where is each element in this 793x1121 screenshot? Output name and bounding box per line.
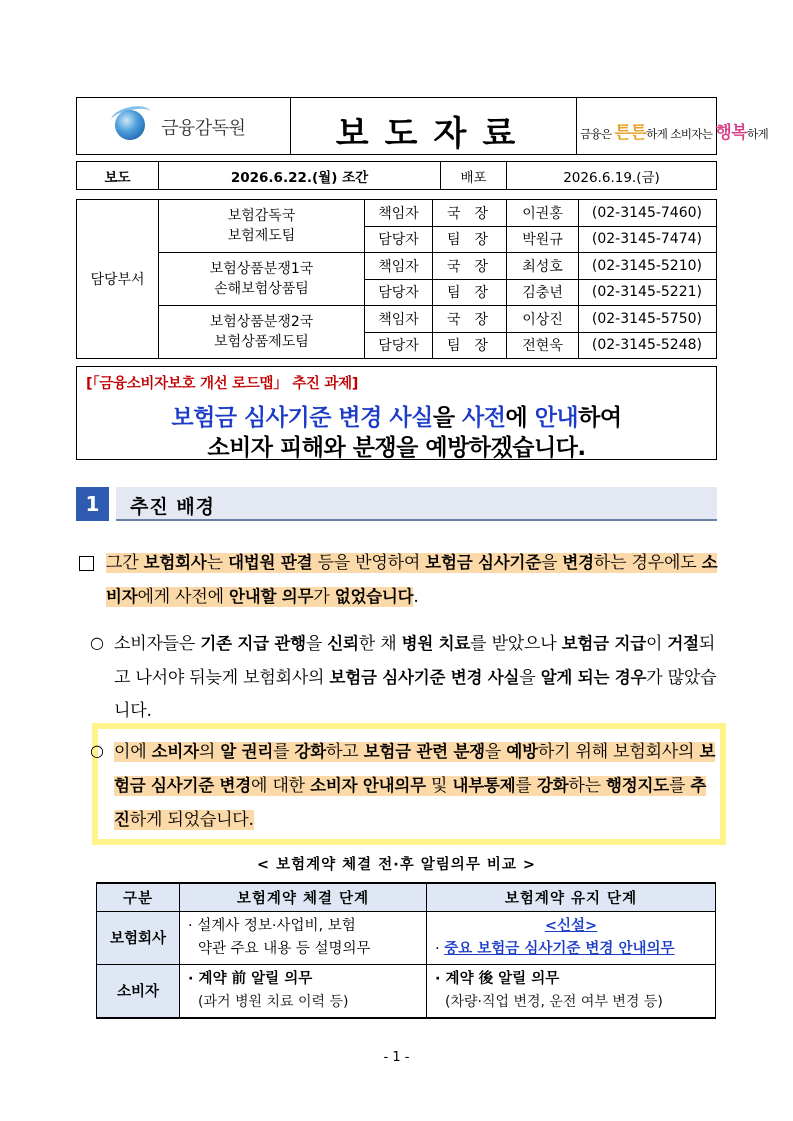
unit-line: 보험감독국 (227, 208, 296, 224)
bold-run: 소비자 안내의무 (310, 776, 426, 795)
phone-cell: (02-3145-7460) (579, 200, 717, 227)
bold-run: 기존 지급 관행 (200, 634, 306, 653)
text-run: 되고 나서야 뒤늦게 보험회사의 (114, 634, 716, 688)
position-cell: 팀장 (433, 279, 507, 306)
name-cell: 김충년 (507, 279, 579, 306)
text-run: 가 (313, 587, 335, 607)
department-unit (159, 200, 365, 253)
roadmap-tag: [「금융소비자보호 개선 로드맵」 추진 과제] (86, 376, 359, 392)
distribution-date: 2026.6.19.(금) (563, 169, 660, 186)
bold-run: 알 권리 (220, 742, 274, 761)
text-run: 를 받았으나 (470, 634, 562, 654)
text-run: 을 (484, 742, 507, 762)
phone-cell: (02-3145-5750) (579, 306, 717, 333)
section-title: 추진 배경 (130, 496, 216, 518)
phone-cell: (02-3145-7474) (579, 226, 717, 253)
role-cell: 담당자 (365, 332, 433, 359)
unit-line: 보험상품제도팀 (214, 334, 309, 350)
row-header: 보험회사 (97, 911, 180, 964)
slogan-emph: 행복 (715, 123, 748, 143)
bold-run: 보험금 관련 분쟁 (363, 742, 485, 761)
department-unit (159, 253, 365, 306)
headline-line2: 소비자 피해와 분쟁을 예방하겠습니다. (207, 435, 586, 461)
bold-run: 보험금 심사기준 변경 (114, 742, 716, 795)
press-header (76, 97, 769, 155)
text-run: 를 (515, 776, 537, 796)
table-header-row (97, 883, 716, 911)
text-run: 및 (425, 776, 453, 796)
text-run: 등을 반영하여 (312, 553, 426, 573)
table-row (97, 964, 716, 1018)
logo-text: 금융감독원 (161, 118, 246, 139)
text-run: 을 (519, 668, 541, 688)
slogan-emph: 튼튼 (614, 123, 647, 143)
hl-part: 안내 (534, 405, 579, 431)
role-cell: 책임자 (365, 253, 433, 280)
bold-run: 보험금 심사기준 (425, 553, 541, 572)
text-run: 을 (540, 553, 563, 573)
section-number: 1 (76, 487, 109, 521)
circle-bullet: ○ (90, 633, 104, 652)
text-run: 그간 (106, 553, 144, 573)
name-cell: 이상진 (507, 306, 579, 333)
slogan-cell (577, 98, 769, 154)
role-cell: 담당자 (365, 279, 433, 306)
comparison-table (96, 882, 716, 1019)
table-cell (427, 911, 716, 964)
bold-run: 거절 (667, 634, 699, 653)
circle-bullet: ○ (90, 741, 104, 760)
text-run: 소비자들은 (114, 634, 201, 654)
text-run: 이 (645, 634, 668, 654)
phone-cell: (02-3145-5210) (579, 253, 717, 280)
column-header: 구분 (97, 883, 180, 911)
name-cell: 박원규 (507, 226, 579, 253)
role-cell: 책임자 (365, 306, 433, 333)
name-cell: 최성호 (507, 253, 579, 280)
cell-line: (차량·직업 변경, 운전 여부 변경 등) (445, 993, 663, 1010)
new-tag: <신설> (544, 917, 598, 934)
table-cell (180, 911, 427, 964)
table-cell (427, 964, 716, 1018)
department-unit (159, 306, 365, 359)
page-title: 보도자료 (335, 114, 532, 154)
cell-line (435, 938, 707, 961)
bold-run: 예방 (506, 742, 538, 761)
table-row (77, 253, 717, 280)
column-header: 보험계약 체결 단계 (180, 883, 427, 911)
cell-line: · 설계사 정보·사업비, 보험 (188, 917, 356, 934)
unit-line: 보험상품분쟁1국 (209, 261, 314, 277)
text-run: 를 (668, 776, 691, 796)
paragraph-background (106, 546, 718, 614)
checkbox-bullet-icon (79, 556, 94, 571)
bold-run: 알게 되는 경우 (540, 668, 647, 687)
highlighted-text (114, 742, 715, 830)
text-run: 하게 되었습니다. (129, 810, 254, 830)
page-number: - 1 - (383, 1050, 410, 1065)
cell-line: 약관 주요 내용 등 설명의무 (198, 940, 371, 957)
comparison-title: < 보험계약 체결 전·후 알림의무 비교 > (256, 857, 537, 873)
unit-line: 보험상품분쟁2국 (209, 314, 314, 330)
column-header: 보험계약 유지 단계 (427, 883, 716, 911)
text-run: 한 채 (358, 634, 402, 654)
name-cell: 전현욱 (507, 332, 579, 359)
hl-part: 사전 (462, 405, 506, 431)
fss-globe-icon (115, 110, 145, 140)
text-run: 에게 사전에 (137, 587, 230, 607)
text-run: 이에 (114, 742, 152, 762)
table-row (77, 306, 717, 333)
text-run: 가 많았습니다. (114, 668, 717, 721)
table-cell (180, 964, 427, 1018)
phone-cell: (02-3145-5248) (579, 332, 717, 359)
position-cell: 국장 (433, 306, 507, 333)
text-run: . (413, 587, 419, 607)
title-cell (291, 98, 577, 154)
hl-part: 보험금 심사기준 변경 사실 (171, 405, 433, 431)
bold-run: 보험금 심사기준 변경 사실 (329, 668, 520, 687)
text-run: 를 (273, 742, 295, 762)
bold-run: 보험금 지급 (561, 634, 646, 653)
bold-run: 소비자 (106, 553, 718, 606)
position-cell: 국장 (433, 200, 507, 227)
bold-run: 변경 (562, 553, 594, 572)
text-run: 하고 (326, 742, 364, 762)
report-date: 2026.6.22.(월) 조간 (159, 162, 441, 189)
highlighted-text (106, 553, 717, 607)
text-run: 하는 경우에도 (593, 553, 702, 573)
new-duty-item: 중요 보험금 심사기준 변경 안내의무 (444, 940, 675, 957)
bold-run: 소비자 (151, 742, 199, 761)
release-row (76, 161, 717, 190)
headline-box (76, 366, 717, 460)
slogan (580, 118, 768, 143)
bold-run: 내부통제 (452, 776, 516, 795)
headline-line1 (77, 399, 716, 432)
phone-cell: (02-3145-5221) (579, 279, 717, 306)
text-run: 는 (206, 553, 229, 573)
slogan-part: 하게 소비자는 (646, 127, 716, 141)
department-table (76, 199, 717, 359)
text-run: 에 대한 (251, 776, 311, 796)
role-cell: 담당자 (365, 226, 433, 253)
cell-line: (과거 병원 치료 이력 등) (198, 993, 349, 1010)
position-cell: 팀장 (433, 332, 507, 359)
row-header: 소비자 (97, 964, 180, 1018)
report-label: 보도 (77, 162, 159, 189)
slogan-part: 금융은 (580, 127, 615, 141)
cell-bullet: · (435, 940, 445, 957)
text-run: 의 (198, 742, 221, 762)
cell-line: · 계약 後 알릴 의무 (435, 970, 560, 987)
position-cell: 팀장 (433, 226, 507, 253)
slogan-part: 하게 (747, 127, 769, 141)
text-run: 하기 위해 보험회사의 (537, 742, 700, 762)
hl-part: 에 (505, 405, 535, 431)
bold-run: 강화 (536, 776, 569, 795)
bold-run: 추진 (114, 776, 707, 829)
text-run: 을 (305, 634, 328, 654)
bold-run: 강화 (294, 742, 326, 761)
bold-run: 신뢰 (327, 634, 359, 653)
table-row (77, 200, 717, 227)
bold-run: 병원 치료 (401, 634, 471, 653)
department-label: 담당부서 (77, 200, 159, 359)
text-run: 하는 (568, 776, 606, 796)
paragraph-problem (114, 627, 718, 728)
name-cell: 이권홍 (507, 200, 579, 227)
cell-line: · 계약 前 알릴 의무 (188, 970, 313, 987)
hl-part: 하여 (578, 405, 622, 431)
unit-line: 손해보험상품팀 (214, 281, 309, 297)
paragraph-action (114, 735, 718, 837)
bold-run: 안내할 의무 (229, 587, 314, 606)
hl-part: 을 (432, 405, 463, 431)
position-cell: 국장 (433, 253, 507, 280)
bold-run: 행정지도 (606, 776, 669, 795)
bold-run: 대법원 판결 (228, 553, 313, 572)
distribution-label: 배포 (441, 162, 507, 189)
table-row (97, 911, 716, 964)
unit-line: 보험제도팀 (227, 228, 296, 244)
role-cell: 책임자 (365, 200, 433, 227)
logo-cell (77, 98, 291, 154)
bold-run: 없었습니다 (334, 587, 414, 606)
bold-run: 보험회사 (143, 553, 207, 572)
